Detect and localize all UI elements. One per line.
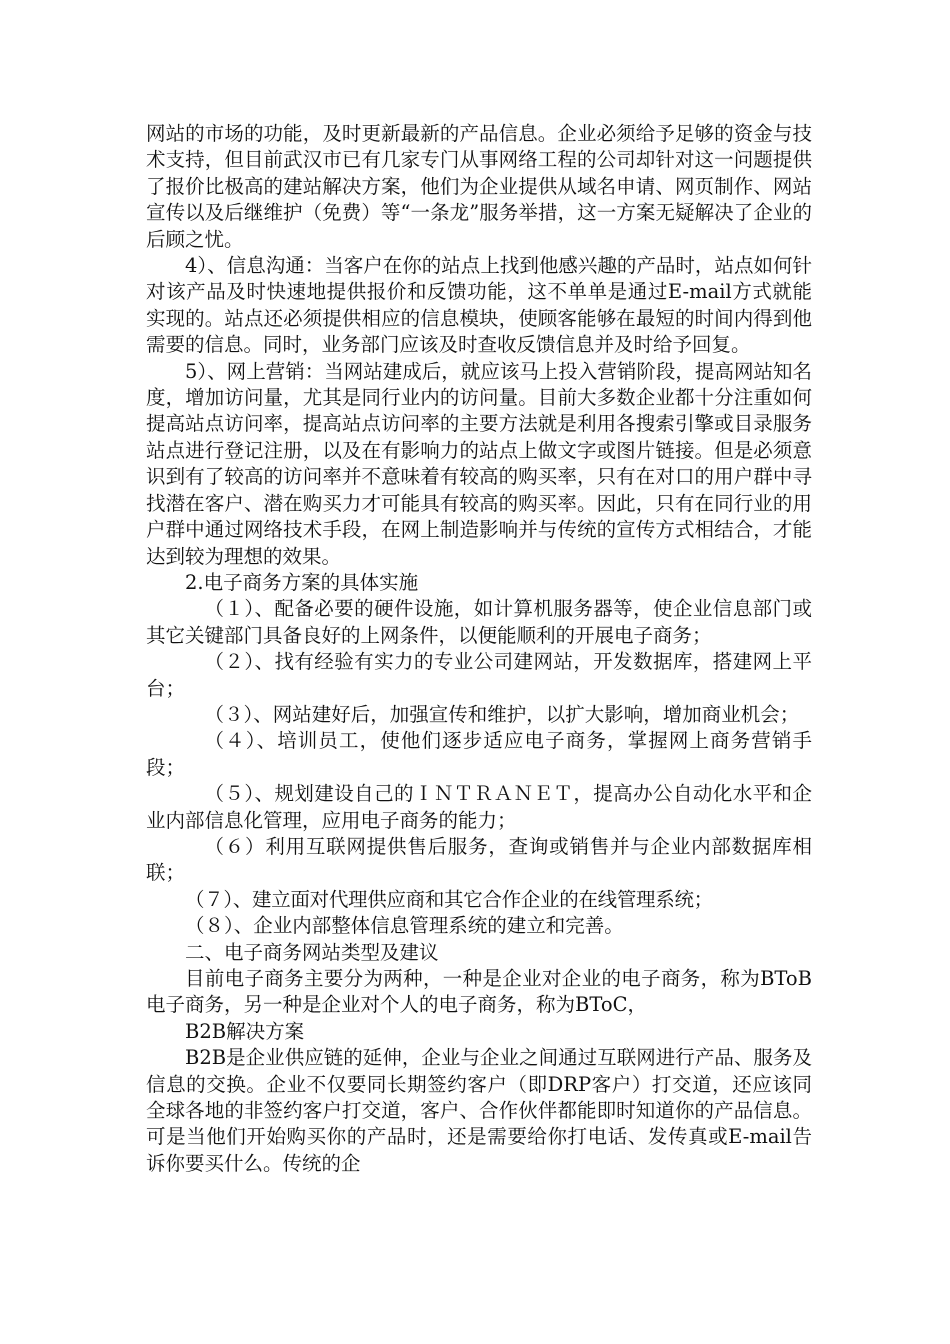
paragraph-info-communication: 4）、信息沟通：当客户在你的站点上找到他感兴趣的产品时，站点如何针对该产品及时快速地提供报价和反馈功能，这不单单是通过E-mail方式就能实现的。站点还必须提供相应的信息模块，使顾客能够在最短的时间内得到他需要的信息。同时，业务部门应该及时查收反馈信息并及时给予回复。 [146, 254, 812, 357]
list-item-after-sales: （６）利用互联网提供售后服务，查询或销售并与企业内部数据库相联； [146, 834, 812, 885]
paragraph-online-marketing: 5）、网上营销：当网站建成后，就应该马上投入营销阶段，提高网站知名度，增加访问量，尤其是同行业内的访问量。目前大多数企业都十分注重如何提高站点访问率，提高站点访问率的主要方法就是利用各搜索引擎或目录服务站点进行登记注册，以及在有影响力的站点上做文字或图片链接。但是必须意识到有了较高的访问率并不意味着有较高的购买率，只有在对口的用户群中寻找潜在客户、潜在购买力才可能具有较高的购买率。因此，只有在同行业的用户群中通过网络技术手段，在网上制造影响并与传统的宣传方式相结合，才能达到较为理想的效果。 [146, 359, 812, 568]
section-heading-implementation: 2.电子商务方案的具体实施 [185, 570, 419, 594]
list-item-online-management: （７）、建立面对代理供应商和其它合作企业的在线管理系统； [185, 887, 713, 911]
paragraph-website-support: 网站的市场的功能，及时更新最新的产品信息。企业必须给予足够的资金与技术支持，但目前武汉市已有几家专门从事网络工程的公司却针对这一问题提供了报价比极高的建站解决方案，他们为企业提供从域名申请、网页制作、网站宣传以及后继维护（免费）等“一条龙”服务举措，这一方案无疑解决了企业的后顾之忧。 [146, 122, 812, 251]
section-heading-b2b: B2B解决方案 [185, 1019, 305, 1043]
list-item-build-website: （２）、找有经验有实力的专业公司建网站，开发数据库，搭建网上平台； [146, 650, 812, 700]
list-item-training: （４）、培训员工，使他们逐步适应电子商务，掌握网上商务营销手段； [146, 729, 812, 779]
paragraph-b2b-description: B2B是企业供应链的延伸，企业与企业之间通过互联网进行产品、服务及信息的交换。企业不仅要同长期签约客户（即DRP客户）打交道，还应该同全球各地的非签约客户打交道，客户、合作伙伴都能即时知道你的产品信息。可是当他们开始购买你的产品时，还是需要给你打电话、发传真或E-mail告诉你要买什么。传统的企 [146, 1046, 812, 1175]
list-item-promotion: （３）、网站建好后，加强宣传和维护，以扩大影响，增加商业机会； [204, 702, 800, 726]
paragraph-ecommerce-types: 目前电子商务主要分为两种，一种是企业对企业的电子商务，称为BToB电子商务，另一种是企业对个人的电子商务，称为BToC， [146, 967, 812, 1017]
list-item-intranet: （５）、规划建设自己的ＩＮＴＲＡＮＥＴ，提高办公自动化水平和企业内部信息化管理，应用电子商务的能力； [146, 782, 812, 832]
section-heading-website-types: 二、电子商务网站类型及建议 [185, 940, 439, 964]
document-body [146, 121, 812, 1177]
list-item-hardware: （１）、配备必要的硬件设施，如计算机服务器等，使企业信息部门或其它关键部门具备良好的上网条件，以便能顺利的开展电子商务； [146, 597, 812, 647]
list-item-internal-system: （８）、企业内部整体信息管理系统的建立和完善。 [185, 914, 624, 938]
